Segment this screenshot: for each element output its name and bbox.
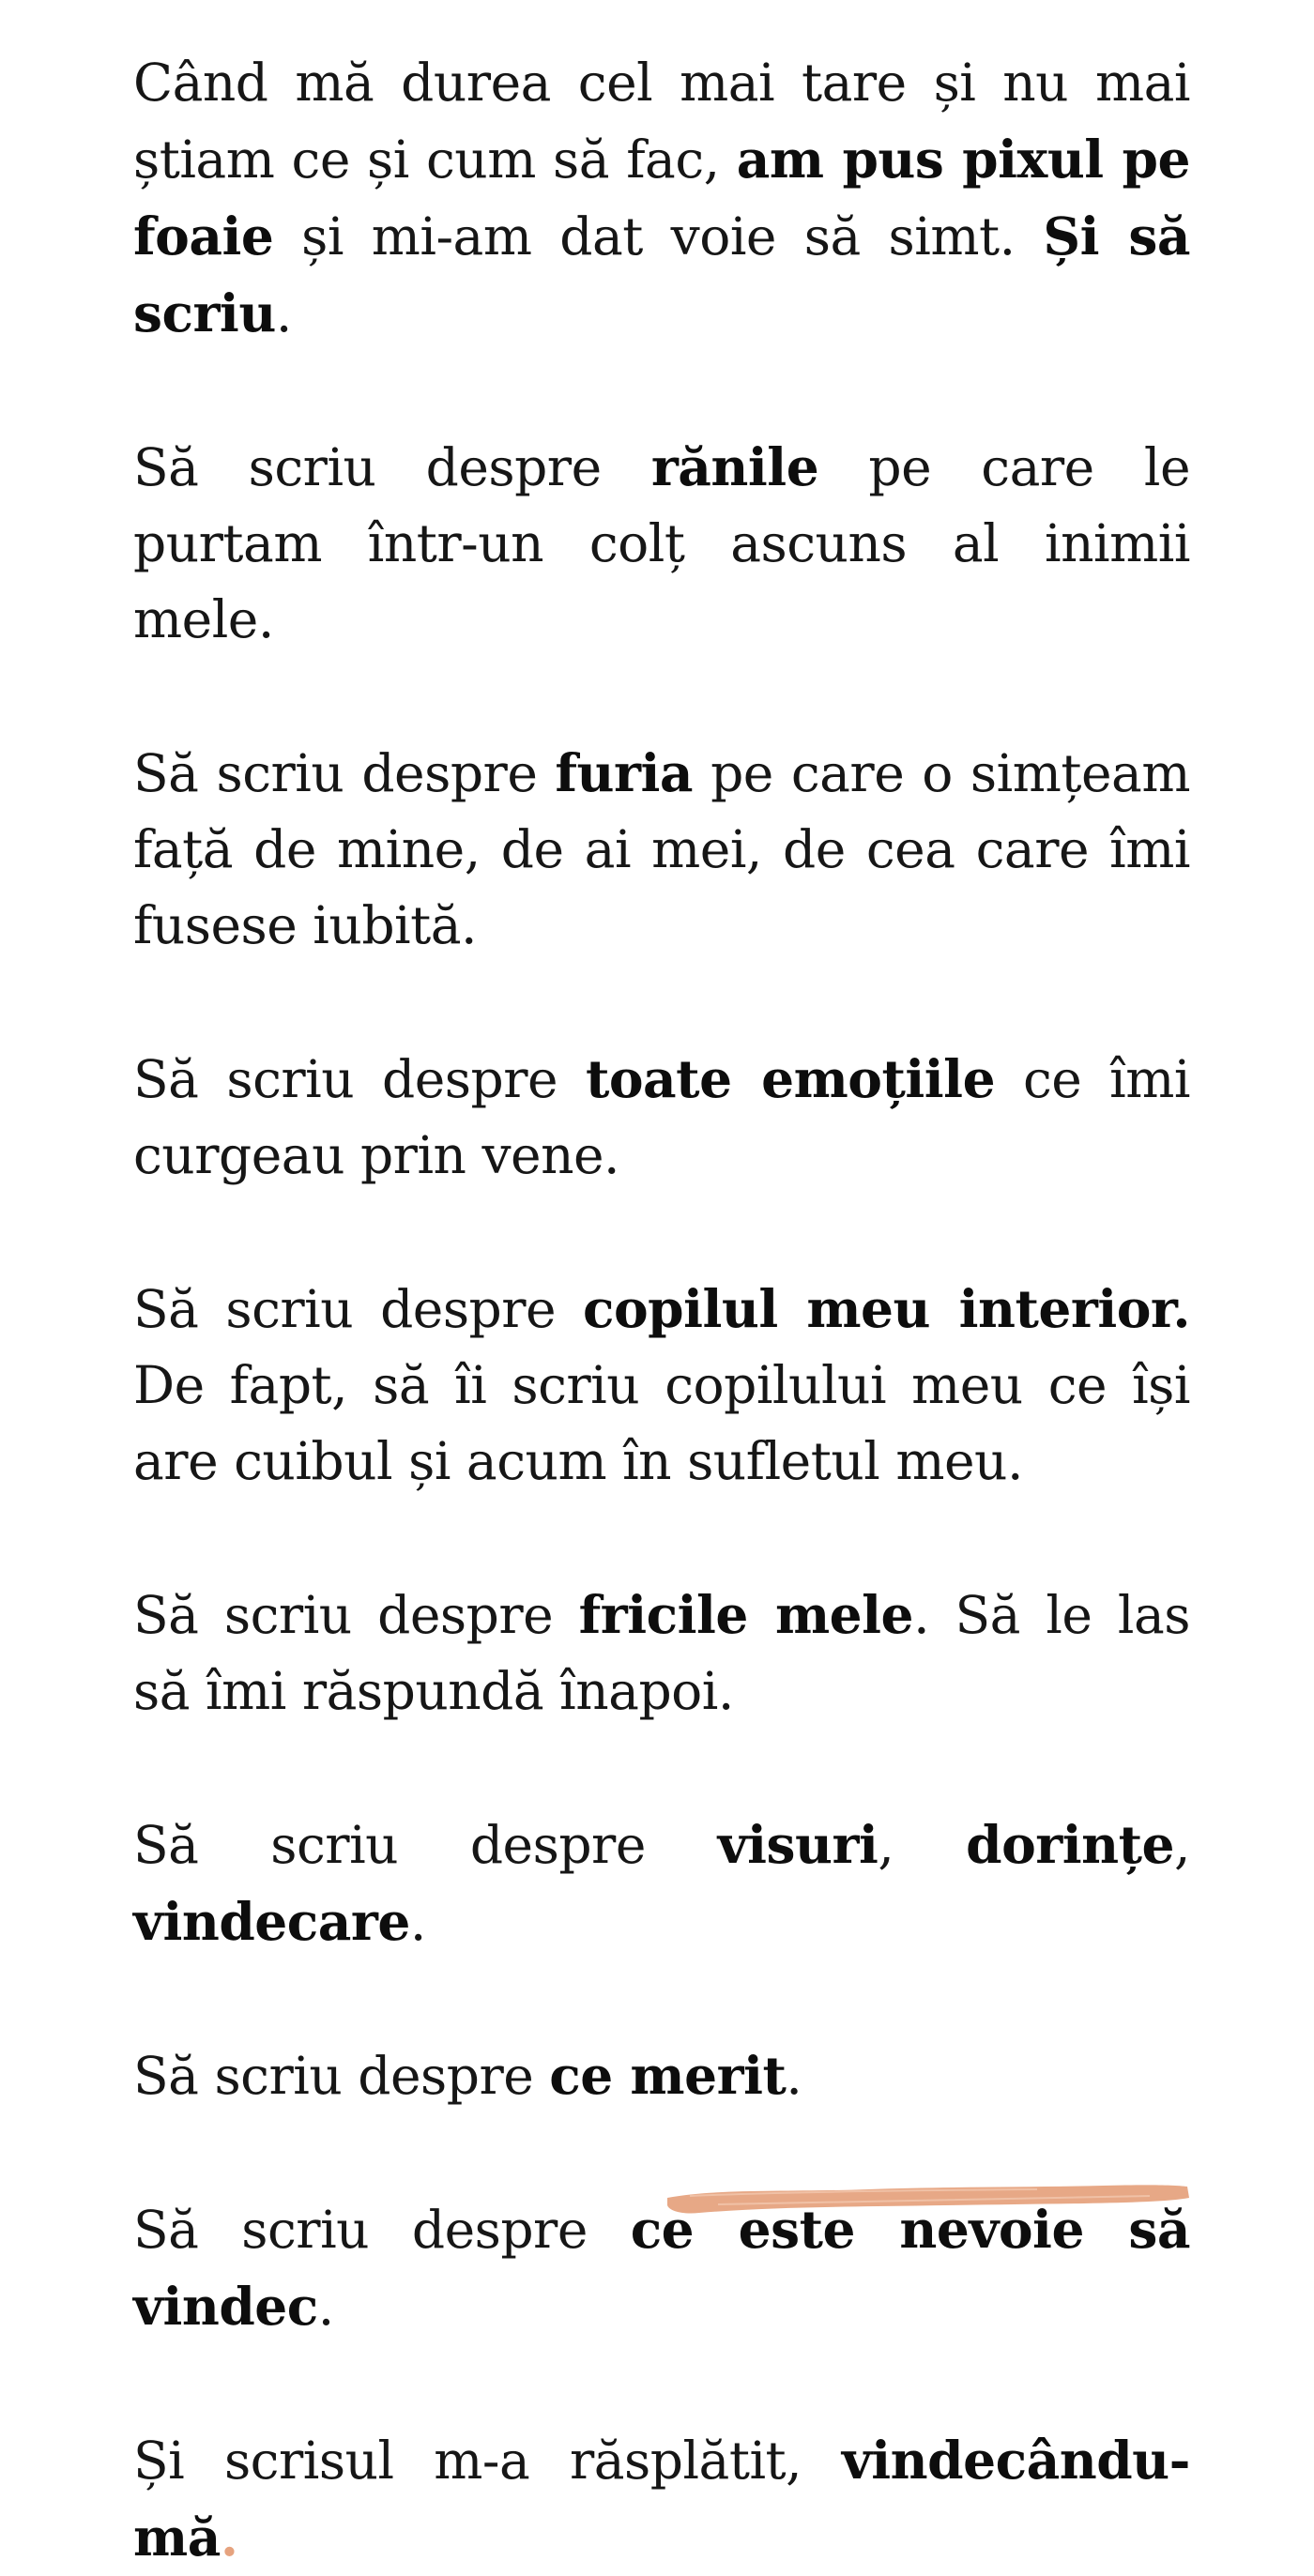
- paragraph-1: [133, 45, 1190, 352]
- emphasis-segment: am pus pixul pe foaie: [133, 129, 1190, 267]
- emphasis-segment: ce este nevoie să vindec: [133, 2199, 1190, 2337]
- text-segment: ce îmi curgeau prin vene.: [133, 1049, 1191, 1185]
- text-segment: .: [317, 2277, 334, 2337]
- text-segment: Să scriu despre: [133, 2200, 631, 2260]
- brush-stroke-underline-icon: [662, 2173, 1192, 2218]
- text-segment: .: [275, 283, 292, 343]
- emphasis-segment: vindecare: [133, 1891, 410, 1952]
- emphasis-segment: ce merit: [549, 2045, 787, 2106]
- accent-period: .: [220, 2507, 238, 2568]
- text-segment: Să scriu despre: [133, 1815, 718, 1875]
- text-segment: pe care o simțeam față de mine, de ai mei, de cea care îmi fusese iubită.: [133, 743, 1190, 955]
- paragraph-6: [133, 1577, 1190, 1730]
- text-segment: ,: [878, 1815, 967, 1875]
- paragraph-3: [133, 735, 1190, 964]
- paragraph-7: [133, 1806, 1190, 1960]
- text-segment: Când mă durea cel mai tare și nu mai știam ce și cum să fac,: [133, 53, 1190, 190]
- text-segment: Să scriu despre: [133, 1585, 579, 1645]
- emphasis-segment: rănile: [650, 436, 819, 497]
- paragraph-8: [133, 2037, 1190, 2114]
- text-segment: Și scrisul m-a răsplătit,: [133, 2431, 842, 2491]
- text-segment: . Să le las să îmi răspundă înapoi.: [133, 1585, 1191, 1721]
- paragraph-2: [133, 429, 1190, 658]
- emphasis-segment: fricile mele: [578, 1584, 914, 1645]
- text-segment: Să scriu despre: [133, 1049, 586, 1109]
- text-segment: De fapt, să îi scriu copilului meu ce își are cuibul și acum în sufletul meu.: [133, 1355, 1190, 1491]
- emphasis-segment: toate emoțiile: [585, 1048, 996, 1109]
- text-segment: .: [786, 2046, 802, 2106]
- text-segment: și mi-am dat voie să simt.: [273, 206, 1044, 267]
- emphasis-segment: furia: [555, 742, 694, 803]
- emphasis-segment: copilul meu interior.: [583, 1278, 1190, 1339]
- text-segment: .: [409, 1892, 426, 1952]
- text-segment: ,: [1174, 1815, 1191, 1875]
- text-segment: Să scriu despre: [133, 743, 556, 803]
- paragraph-5: [133, 1271, 1190, 1500]
- emphasis-segment: dorințe: [966, 1814, 1175, 1875]
- text-segment: Să scriu despre: [133, 1279, 583, 1339]
- paragraph-4: [133, 1041, 1190, 1194]
- emphasis-segment: visuri: [717, 1814, 879, 1875]
- emphasis-segment: vindecându-mă: [133, 2430, 1190, 2568]
- text-segment: Să scriu despre: [133, 2046, 550, 2106]
- text-segment: pe care le purtam într-un colț ascuns al inimii mele.: [133, 437, 1191, 649]
- text-segment: Să scriu despre: [133, 437, 651, 497]
- paragraph-10: [133, 2422, 1190, 2576]
- emphasis-segment: Și să scriu: [133, 206, 1190, 343]
